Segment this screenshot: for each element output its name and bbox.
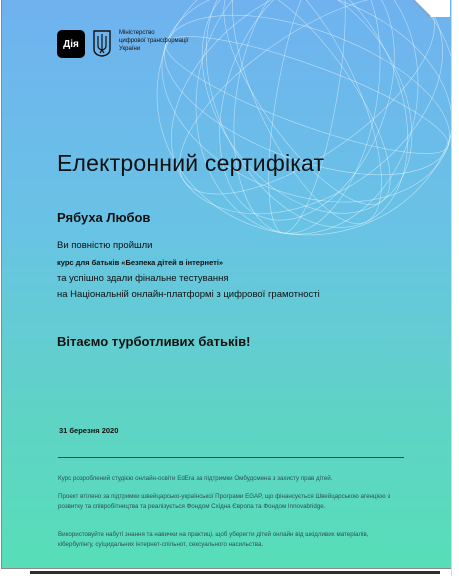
certificate-date: 31 березня 2020: [59, 426, 119, 435]
diia-logo: Дія: [57, 30, 85, 58]
viewer-bottom-margin: [0, 569, 451, 576]
footer-divider: [58, 457, 404, 458]
ministry-name: Міністерство цифрової трансформації України: [119, 30, 189, 52]
congratulations-text: Вітаємо турботливих батьків!: [57, 334, 251, 349]
trident-icon: [92, 29, 112, 57]
footer-paragraph-3: Використовуйте набуті знання та навички на практиці, щоб уберегти дітей онлайн від шкідливих матеріалів, кібербулінгу, суїцидальних інтернет-спільнот, сексуального насильства.: [58, 531, 369, 548]
horizontal-scrollbar[interactable]: [30, 571, 440, 574]
course-name: курс для батьків «Безпека дітей в інтернеті»: [57, 258, 224, 267]
test-line: та успішно здали фінальне тестування: [57, 273, 229, 284]
recipient-name: Рябуха Любов: [57, 210, 151, 225]
certificate: [1, 0, 451, 569]
completion-line: Ви повністю пройшли: [57, 240, 153, 251]
footer-paragraph-2: Проект втілено за підтримки швейцарсько-української Програми EGAP, що фінансується Швейцарською агенцією з розвитку та співробітництва та реалізується Фондом Східна Європа та Фондом Innovabridge.: [58, 493, 391, 510]
platform-line: на Національній онлайн-платформі з цифрової грамотності: [57, 289, 320, 300]
certificate-title: Електронний сертифікат: [57, 150, 325, 176]
page-corner-fold-icon: [410, 0, 451, 20]
viewer-right-margin: [451, 0, 459, 576]
footer-paragraph-1: Курс розроблений студією онлайн-освіти EdEra за підтримки Омбудсмена з захисту прав дітей.: [58, 475, 333, 482]
